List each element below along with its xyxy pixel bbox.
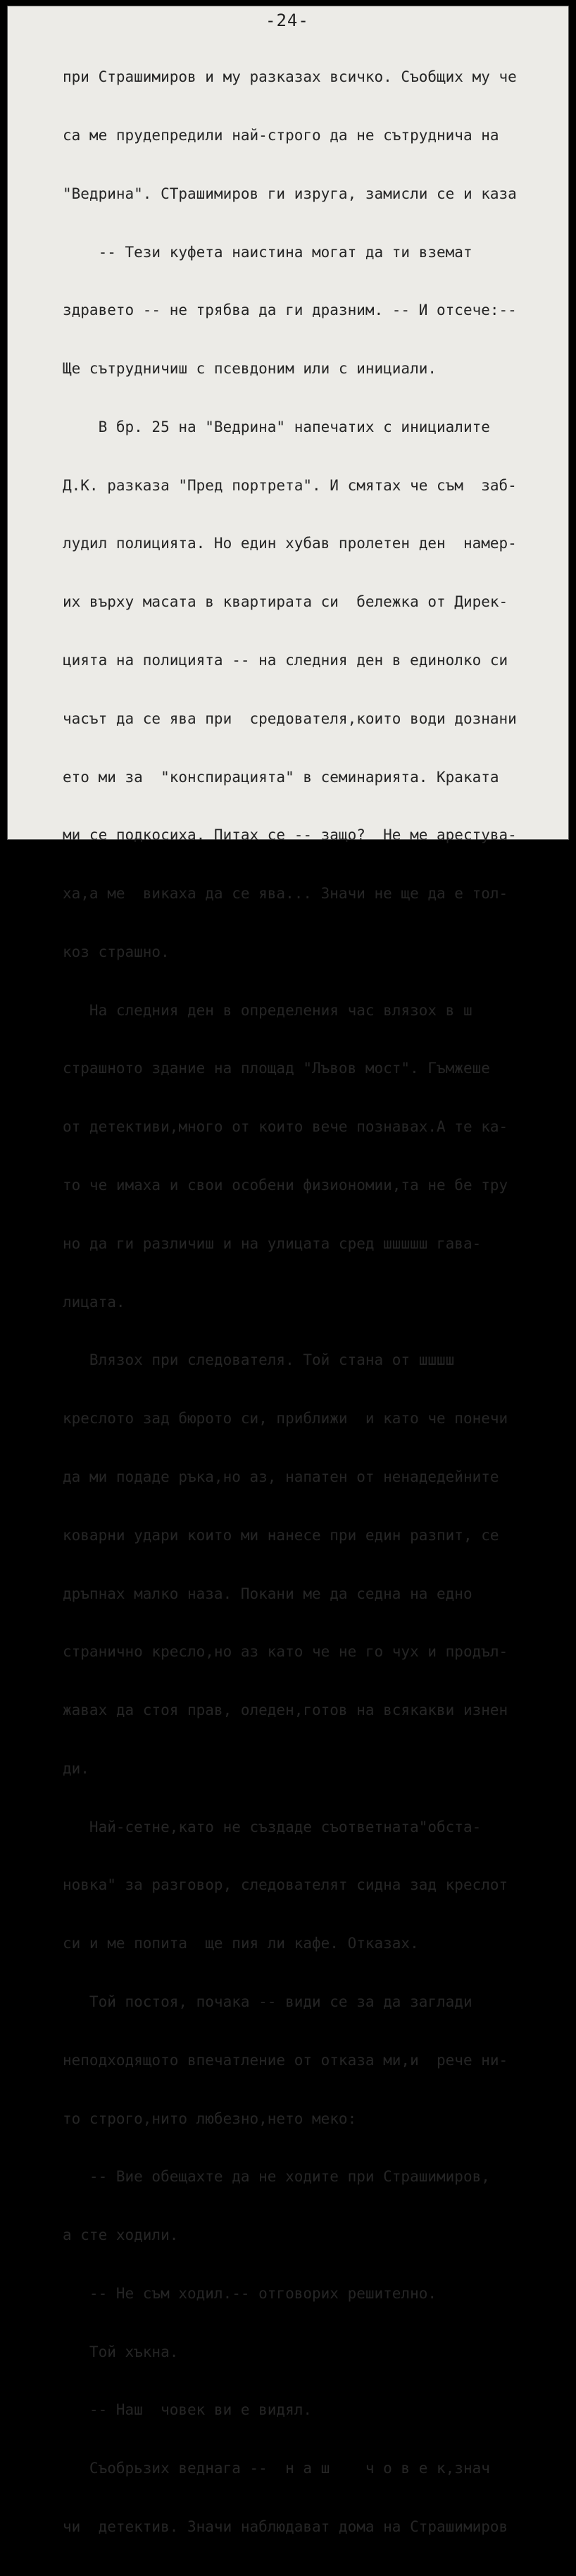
text-line: новка" за разговор, следователят сидна зад креслот: [63, 1876, 508, 1894]
text-line: страшното здание на площад "Лъвов мост". Гъмжеше: [63, 1060, 490, 1077]
text-line: -- Не съм ходил.-- отговорих решително.: [63, 2284, 437, 2302]
text-line: креслото зад бюрото си, приближи и като че понечи: [63, 1410, 508, 1428]
text-line: На следния ден в определения час влязох в ш: [63, 1001, 472, 1019]
text-line: странично кресло,но аз като че не го чух и продъл-: [63, 1643, 508, 1661]
page-number: -24-: [265, 11, 309, 30]
text-line: ето ми за "конспирацията" в семинарията. Краката: [63, 768, 499, 786]
text-line: Ще сътрудничиш с псевдоним или с инициали.: [63, 360, 437, 378]
text-line: Най-сетне,като не създаде съответната"обста-: [63, 1818, 482, 1835]
text-line: их върху масата в квартирата си бележка от Дирек-: [63, 593, 508, 611]
text-line: -- Наш човек ви е видял.: [63, 2401, 313, 2419]
text-line: дръпнах малко наза. Покани ме да седна на едно: [63, 1585, 472, 1602]
text-line: цията на полицията -- на следния ден в единолко си: [63, 652, 508, 669]
text-line: чи детектив. Значи наблюдават дома на Страшимиров: [63, 2518, 508, 2535]
text-line: при Страшимиров и му разказах всичко. Съобщих му че: [63, 68, 517, 86]
text-line: -- Вие обещахте да не ходите при Страшимиров,: [63, 2168, 490, 2186]
text-line: ха,а ме викаха да се ява... Значи не ще да е тол-: [63, 885, 508, 903]
document-page: [7, 6, 569, 2535]
text-line: Съобрьзих веднага -- н а ш ч о в е к,знач: [63, 2460, 490, 2477]
text-line: В бр. 25 на "Ведрина" напечатих с инициалите: [63, 418, 490, 435]
text-line: коварни удари които ми нанесе при един разпит, се: [63, 1526, 499, 1544]
text-line: а сте ходили.: [63, 2227, 179, 2244]
text-line: от детективи,много от които вече познавах.А те ка-: [63, 1118, 508, 1136]
text-line: ди.: [63, 1759, 89, 1777]
text-line: Влязох при следователя. Той стана от шшшш: [63, 1351, 455, 1369]
text-line: неподходящото впечатление от отказа ми,и рече ни-: [63, 2051, 508, 2069]
text-line: си и ме попита ще пия ли кафе. Отказах.: [63, 1935, 419, 1952]
text-line: здравето -- не трябва да ги дразним. -- И отсече:--: [63, 302, 517, 319]
text-line: но да ги различиш и на улицата сред шшшшш гава-: [63, 1234, 482, 1252]
text-line: то строго,нито любезно,нето меко:: [63, 2110, 357, 2127]
text-line: Д.К. разказа "Пред портрета". И смятах че съм заб-: [63, 476, 517, 494]
text-line: ми се подкосиха. Питах се -- защо? Не ме арестува-: [63, 826, 517, 844]
text-line: Той хъкна.: [63, 2343, 179, 2360]
text-line: -- Тези куфета наистина могат да ти вземат: [63, 243, 472, 261]
text-line: "Ведрина". СТрашимиров ги изруга, замисли се и каза: [63, 185, 517, 202]
text-line: Той постоя, почака -- види се за да заглади: [63, 1993, 472, 2010]
text-line: са ме прудепредили най-строго да не сътруднича на: [63, 126, 499, 144]
text-line: лицата.: [63, 1293, 125, 1311]
text-line: лудил полицията. Но един хубав пролетен ден намер-: [63, 535, 517, 552]
text-line: жавах да стоя прав, оледен,готов на всякакви изнен: [63, 1702, 508, 1719]
text-line: то че имаха и свои особени физиономии,та не бе тру: [63, 1177, 508, 1194]
text-line: часът да се ява при средователя,които води дознани: [63, 710, 517, 727]
text-line: коз страшно.: [63, 943, 170, 960]
text-line: да ми подаде ръка,но аз, напатен от ненадедейните: [63, 1468, 499, 1485]
typewritten-text: [63, 29, 570, 2576]
